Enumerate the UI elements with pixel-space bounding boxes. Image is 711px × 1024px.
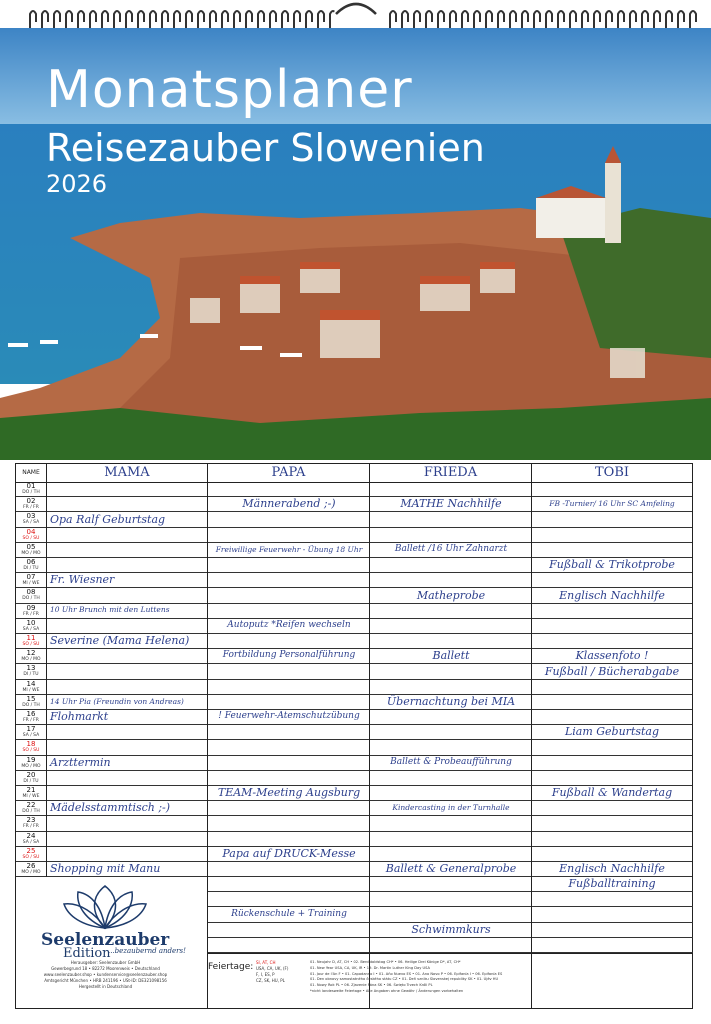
- weekday-label: MO / MO: [21, 870, 41, 875]
- imprint: [38, 960, 173, 990]
- day-cell: [16, 832, 46, 846]
- day-cell: [16, 816, 46, 830]
- imprint-line: Hergestellt in Deutschland: [78, 984, 133, 989]
- weekday-label: SA / SA: [22, 520, 40, 526]
- day-cell: [16, 710, 46, 724]
- brand-slogan: ...bezaubernd anders!: [108, 947, 186, 955]
- weekday-label: SO / SU: [22, 748, 40, 754]
- holidays-note: 01. Jour de l'An F • 01. Capodanno I • 01. Año Nuevo ES • 01. Ano Novo P • 06. Epifanía I • 06. Epifanía ES: [310, 971, 503, 976]
- planner-entry[interactable]: Fortbildung Personalführung: [222, 650, 356, 661]
- weekday-label: SO / SU: [22, 854, 40, 860]
- day-cell: [16, 649, 46, 663]
- day-number: 02: [26, 497, 36, 506]
- weekday-label: SO / SU: [22, 535, 40, 541]
- day-cell: [16, 497, 46, 511]
- planner-entry[interactable]: Rückenschule + Training: [231, 908, 347, 919]
- day-cell: [16, 862, 46, 876]
- day-cell: [16, 680, 46, 694]
- day-cell: [16, 664, 46, 678]
- column-header-mama: MAMA: [46, 464, 207, 482]
- weekday-label: SA / SA: [22, 626, 40, 632]
- holiday-divider: [207, 953, 693, 954]
- planner-entry[interactable]: Matheprobe: [416, 588, 486, 602]
- day-number: 11: [26, 634, 36, 642]
- day-number: 16: [26, 710, 36, 718]
- day-cell: [16, 725, 46, 739]
- planner-entry[interactable]: MATHE Nachhilfe: [400, 497, 502, 511]
- column-divider: [46, 464, 47, 877]
- day-row: [16, 816, 692, 831]
- column-header-tobi: TOBI: [531, 464, 692, 482]
- day-cell: [16, 482, 46, 496]
- day-row: [16, 740, 692, 755]
- day-cell: [16, 543, 46, 557]
- day-cell: [16, 619, 46, 633]
- brand-name: Seelenzauber: [41, 930, 170, 950]
- planner-entry[interactable]: Liam Geburtstag: [564, 725, 660, 739]
- planner-entry[interactable]: Ballett: [432, 649, 470, 663]
- day-cell: [16, 695, 46, 709]
- day-number: 06: [26, 558, 36, 566]
- planner-entry[interactable]: Fr. Wiesner: [50, 573, 115, 587]
- day-number: 25: [26, 846, 36, 855]
- planner-entry[interactable]: 14 Uhr Pia (Freundin von Andreas): [50, 696, 184, 706]
- day-cell: [16, 847, 46, 861]
- planner-entry[interactable]: Mädelsstammtisch ;-): [50, 801, 171, 815]
- weekday-label: FR / FR: [23, 718, 39, 723]
- planner-entry[interactable]: TEAM-Meeting Augsburg: [217, 786, 361, 800]
- holidays-country-line: CZ, SK, HU, PL: [256, 978, 285, 983]
- weekday-label: MI / WE: [22, 581, 40, 587]
- day-row: [16, 771, 692, 786]
- planner-entry[interactable]: Übernachtung bei MIA: [386, 694, 516, 708]
- column-header-papa: PAPA: [207, 464, 369, 482]
- lotus-logo-icon: [60, 882, 150, 932]
- table-header: [16, 464, 692, 483]
- day-number: 22: [26, 801, 36, 810]
- holidays-note: 01. Neujahr D, AT, CH • 02. Berchtoldstag CH* • 06. Heilige Drei Könige D*, AT, CH*: [310, 960, 461, 964]
- planner-entry[interactable]: Ballett & Generalprobe: [385, 862, 517, 876]
- weekday-label: DO / TH: [22, 702, 40, 708]
- planner-entry[interactable]: Arzttermin: [50, 755, 111, 769]
- planner-entry[interactable]: Papa auf DRUCK-Messe: [222, 846, 356, 860]
- holidays-notes: [310, 960, 530, 995]
- imprint-line: Gewerbegrund 18 • 82272 Moorenweis • Deutschland: [51, 966, 160, 971]
- weekday-label: MO / MO: [21, 763, 41, 769]
- day-cell: [16, 573, 46, 587]
- day-number: 17: [26, 725, 36, 734]
- day-cell: [16, 634, 46, 648]
- day-cell: [16, 740, 46, 754]
- day-cell: [16, 588, 46, 602]
- title-main: Monatsplaner: [46, 60, 413, 120]
- planner-entry[interactable]: Severine (Mama Helena): [50, 634, 190, 648]
- day-number: 18: [26, 740, 36, 749]
- brand-edition: Edition: [63, 946, 111, 961]
- planner-entry[interactable]: Flohmarkt: [50, 710, 109, 724]
- day-number: 20: [26, 770, 36, 779]
- planner-entry[interactable]: Ballett /16 Uhr Zahnarzt: [394, 543, 508, 554]
- imprint-line: Herausgeber: Seelenzauber GmbH: [70, 960, 141, 965]
- day-number: 24: [26, 831, 36, 840]
- imprint-line: www.seelenzauber.shop • kundenservice@seelenzauber.shop: [43, 972, 168, 977]
- column-header-frieda: FRIEDA: [369, 464, 531, 482]
- planner-entry[interactable]: Kindercasting in der Turnhalle: [392, 803, 510, 813]
- weekday-label: DO / TH: [22, 596, 40, 602]
- weekday-label: DI / TU: [23, 566, 39, 571]
- title-year: 2026: [46, 170, 108, 198]
- weekday-label: FR / FR: [23, 505, 39, 511]
- title-subtitle: Reisezauber Slowenien: [46, 126, 485, 170]
- holidays-country-line: SI, AT, CH: [256, 960, 276, 965]
- holidays-note: 01. Den obnovy samostatného českého státu CZ • 01. Deň vzniku Slovenskej republiky SK • 01. Újév HU: [310, 977, 499, 982]
- planner-entry[interactable]: Männerabend ;-): [242, 497, 336, 511]
- day-number: 26: [26, 862, 36, 870]
- planner-entry[interactable]: Englisch Nachhilfe: [559, 588, 665, 602]
- day-row: [16, 680, 692, 695]
- planner-entry[interactable]: Klassenfoto !: [575, 649, 649, 663]
- day-row: [16, 528, 692, 543]
- extra-row: [207, 938, 693, 953]
- day-cell: [16, 528, 46, 542]
- day-number: 23: [26, 816, 36, 825]
- imprint-line: Amtsgericht München • HRB 241196 • USt-ID: DE321098156: [44, 978, 167, 983]
- weekday-label: DI / TU: [23, 778, 39, 784]
- day-number: 19: [26, 755, 36, 764]
- planner-entry[interactable]: Freiwillige Feuerwehr - Übung 18 Uhr: [215, 544, 363, 554]
- holidays-label: Feiertage:: [208, 962, 254, 972]
- weekday-label: DO / TH: [22, 809, 40, 815]
- holidays-countries: [256, 960, 302, 984]
- planner-entry[interactable]: Opa Ralf Geburtstag: [50, 512, 166, 526]
- holidays-country-line: F, I, ES, P: [256, 972, 275, 977]
- day-number: 04: [26, 527, 36, 536]
- day-number: 15: [26, 694, 36, 703]
- holidays-note: *nicht landesweite Feiertage • Alle Angaben ohne Gewähr / Änderungen vorbehalten: [310, 988, 464, 993]
- column-divider: [207, 464, 208, 1008]
- day-number: 21: [26, 786, 36, 794]
- planner-entry[interactable]: 10 Uhr Brunch mit den Luttens: [50, 605, 170, 615]
- planner-entry[interactable]: FB -Turnier/ 16 Uhr SC Amfeling: [549, 499, 675, 509]
- holidays-note: 01. New Year USA, CA, UK, IR • 19. Dr. Martin Luther King Day USA: [310, 965, 430, 970]
- holidays-note: 01. Nowy Rok PL • 06. Zjavenie Pána SK • 06. Święto Trzech Króli PL: [310, 983, 433, 988]
- planner-entry[interactable]: Schwimmkurs: [411, 922, 491, 936]
- planner-entry[interactable]: ! Feuerwehr-Atemschutzübung: [218, 711, 360, 722]
- weekday-label: SA / SA: [22, 839, 40, 845]
- day-number: 05: [26, 542, 36, 551]
- weekday-label: MO / MO: [21, 657, 41, 663]
- planner-entry[interactable]: Fußball / Bücherabgabe: [544, 664, 680, 678]
- day-row: [16, 482, 692, 497]
- day-cell: [16, 786, 46, 800]
- holidays-country-line: USA, CA, UK, (F): [256, 966, 289, 971]
- weekday-label: MO / MO: [21, 550, 41, 556]
- day-number: 03: [26, 512, 36, 521]
- name-label: NAME: [22, 469, 40, 476]
- planner-entry[interactable]: Fußball & Wandertag: [551, 786, 673, 800]
- day-number: 07: [26, 573, 36, 582]
- day-number: 13: [26, 664, 36, 673]
- weekday-label: FR / FR: [23, 824, 39, 830]
- planner-entry[interactable]: Fußballtraining: [568, 877, 656, 891]
- day-cell: [16, 558, 46, 572]
- day-cell: [16, 756, 46, 770]
- weekday-label: DI / TU: [23, 672, 39, 678]
- weekday-label: MI / WE: [22, 794, 40, 799]
- day-row: [16, 832, 692, 847]
- column-divider: [369, 464, 370, 1008]
- day-number: 12: [26, 649, 36, 658]
- day-number: 14: [26, 679, 36, 688]
- day-number: 09: [26, 603, 36, 612]
- weekday-label: FR / FR: [23, 611, 39, 617]
- day-number: 01: [26, 482, 36, 490]
- weekday-label: SO / SU: [22, 642, 40, 647]
- day-cell: [16, 771, 46, 785]
- day-cell: [16, 604, 46, 618]
- planner-entry[interactable]: Fußball & Trikotprobe: [549, 558, 675, 572]
- planner-entry[interactable]: Shopping mit Manu: [50, 862, 161, 876]
- weekday-label: MI / WE: [22, 687, 40, 693]
- day-cell: [16, 801, 46, 815]
- extra-row: [207, 892, 693, 907]
- day-number: 08: [26, 588, 36, 597]
- day-number: 10: [26, 618, 36, 627]
- column-divider: [531, 464, 532, 1008]
- day-cell: [16, 512, 46, 526]
- planner-entry[interactable]: Autoputz *Reifen wechseln: [227, 619, 351, 630]
- weekday-label: SA / SA: [22, 733, 40, 739]
- weekday-label: DO / TH: [22, 490, 40, 495]
- planner-entry[interactable]: Englisch Nachhilfe: [559, 862, 665, 876]
- planner-entry[interactable]: Ballett & Probeaufführung: [390, 756, 512, 767]
